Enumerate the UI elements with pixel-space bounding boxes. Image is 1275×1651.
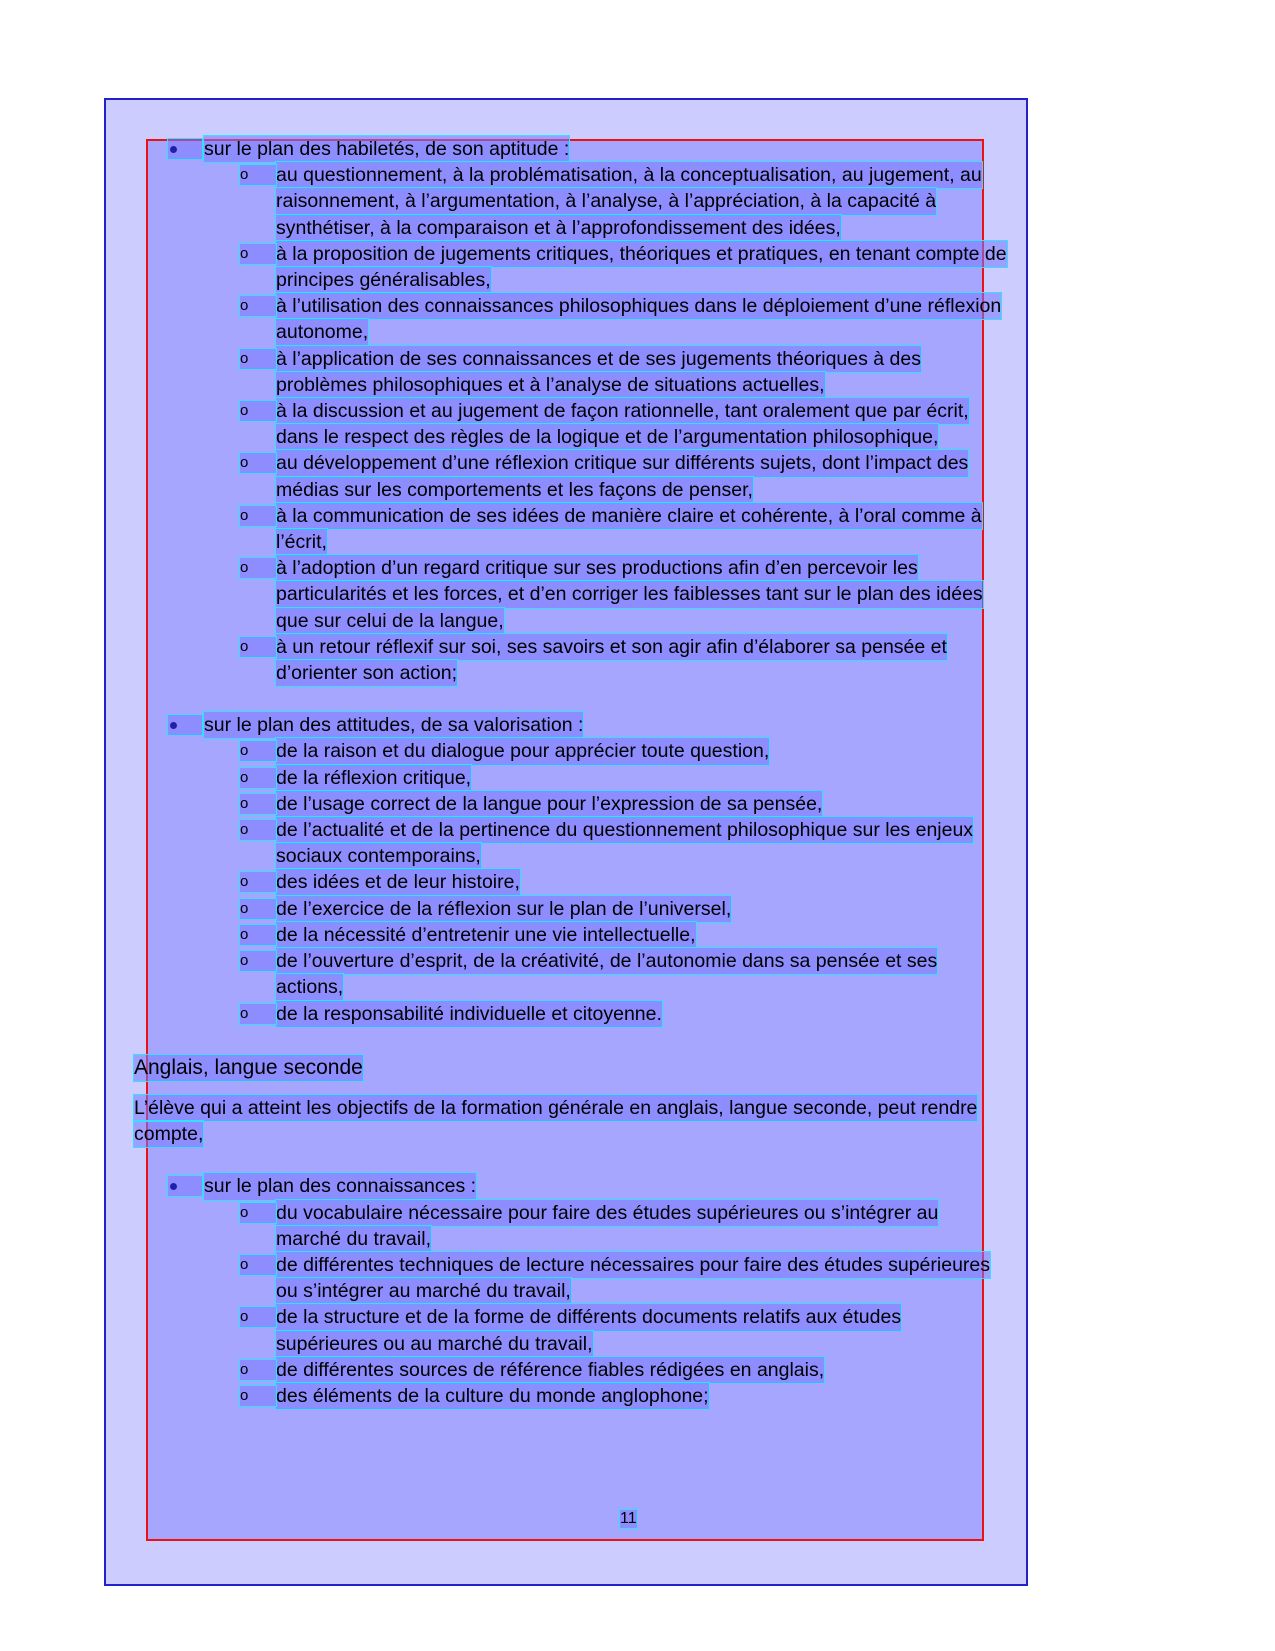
bullet-item-level2 — [134, 869, 1144, 895]
circle-bullet-icon: o — [240, 925, 276, 945]
circle-bullet-icon: o — [240, 558, 276, 578]
bullet-item-level2 — [134, 922, 1144, 948]
bullet-item-line: autonome, — [276, 319, 368, 345]
circle-bullet-icon: o — [240, 899, 276, 919]
bullet-title: sur le plan des connaissances : — [204, 1173, 476, 1199]
bullet-item-line: à l’utilisation des connaissances philosophiques dans le déploiement d’une réflexion — [276, 293, 1001, 319]
bullet-item-level2 — [134, 398, 1144, 450]
bullet-title: sur le plan des attitudes, de sa valorisation : — [204, 712, 583, 738]
bullet-item-line: supérieures ou au marché du travail, — [276, 1331, 593, 1357]
bullet-item-line: à la discussion et au jugement de façon rationnelle, tant oralement que par écrit, — [276, 398, 969, 424]
bullet-title: sur le plan des habiletés, de son aptitude : — [204, 136, 569, 162]
bullet-item-level2 — [134, 1304, 1144, 1356]
bullet-item-line: de l’ouverture d’esprit, de la créativité, de l’autonomie dans sa pensée et ses — [276, 948, 937, 974]
bullet-item-line: dans le respect des règles de la logique et de l’argumentation philosophique, — [276, 424, 938, 450]
bullet-item-level2 — [134, 1001, 1144, 1027]
bullet-item-line: ou s’intégrer au marché du travail, — [276, 1278, 571, 1304]
bullet-item-line: particularités et les forces, et d’en corriger les faiblesses tant sur le plan des idées — [276, 581, 983, 607]
bullet-item-level2 — [134, 1383, 1144, 1409]
circle-bullet-icon: o — [240, 741, 276, 761]
bullet-item-line: de l’usage correct de la langue pour l’expression de sa pensée, — [276, 791, 822, 817]
spacer — [134, 1147, 1144, 1173]
bullet-item-level2 — [134, 555, 1144, 634]
section-habiletes — [134, 136, 1144, 686]
bullet-item-level2 — [134, 817, 1144, 869]
circle-bullet-icon: o — [240, 1203, 276, 1223]
bullet-item-line: raisonnement, à l’argumentation, à l’analyse, à l’appréciation, à la capacité à — [276, 188, 936, 214]
bullet-item-line: de l’actualité et de la pertinence du questionnement philosophique sur les enjeux — [276, 817, 973, 843]
paragraph-line: compte, — [134, 1121, 203, 1147]
circle-bullet-icon: o — [240, 296, 276, 316]
circle-bullet-icon: o — [240, 872, 276, 892]
bullet-item-line: de différentes techniques de lecture nécessaires pour faire des études supérieures — [276, 1252, 990, 1278]
bullet-item-line: à la communication de ses idées de manière claire et cohérente, à l’oral comme à — [276, 503, 982, 529]
circle-bullet-icon: o — [240, 1360, 276, 1380]
bullet-item-line: d’orienter son action; — [276, 660, 457, 686]
bullet-item-level2 — [134, 1200, 1144, 1252]
bullet-dot-icon — [168, 715, 202, 735]
bullet-item-level2 — [134, 346, 1144, 398]
circle-bullet-icon: o — [240, 244, 276, 264]
bullet-item-level2 — [134, 162, 1144, 241]
bullet-item-line: à l’adoption d’un regard critique sur ses productions afin d’en percevoir les — [276, 555, 918, 581]
circle-bullet-icon: o — [240, 794, 276, 814]
bullet-dot-icon — [168, 139, 202, 159]
bullet-item-line: de l’exercice de la réflexion sur le plan de l’universel, — [276, 896, 731, 922]
bullet-item-level2 — [134, 948, 1144, 1000]
bullet-item-level2 — [134, 1357, 1144, 1383]
bullet-item-level2 — [134, 450, 1144, 502]
bullet-item-line: au développement d’une réflexion critique sur différents sujets, dont l’impact des — [276, 450, 968, 476]
bullet-item-level2 — [134, 293, 1144, 345]
bullet-item-level2 — [134, 503, 1144, 555]
bullet-item-line: au questionnement, à la problématisation, à la conceptualisation, au jugement, au — [276, 162, 982, 188]
bullet-item-line: médias sur les comportements et les façons de penser, — [276, 477, 753, 503]
circle-bullet-icon: o — [240, 1255, 276, 1275]
bullet-item-level2 — [134, 634, 1144, 686]
bullet-item-level2 — [134, 765, 1144, 791]
bullet-item-line: principes généralisables, — [276, 267, 491, 293]
circle-bullet-icon: o — [240, 453, 276, 473]
section-heading: Anglais, langue seconde — [134, 1055, 363, 1079]
bullet-item-line: l’écrit, — [276, 529, 327, 555]
bullet-item-level1 — [134, 1173, 1144, 1199]
bullet-item-line: de la nécessité d’entretenir une vie intellectuelle, — [276, 922, 696, 948]
circle-bullet-icon: o — [240, 820, 276, 840]
bullet-item-line: à un retour réflexif sur soi, ses savoirs et son agir afin d’élaborer sa pensée et — [276, 634, 947, 660]
circle-bullet-icon: o — [240, 1386, 276, 1406]
bullet-item-line: à la proposition de jugements critiques, théoriques et pratiques, en tenant compte de — [276, 241, 1007, 267]
bullet-item-level1 — [134, 712, 1144, 738]
document-content — [134, 136, 1144, 1409]
bullet-item-level2 — [134, 1252, 1144, 1304]
section-attitudes — [134, 712, 1144, 1026]
circle-bullet-icon: o — [240, 506, 276, 526]
bullet-item-line: à l’application de ses connaissances et de ses jugements théoriques à des — [276, 346, 921, 372]
bullet-item-line: des éléments de la culture du monde anglophone; — [276, 1383, 709, 1409]
bullet-item-line: de différentes sources de référence fiables rédigées en anglais, — [276, 1357, 824, 1383]
bullet-item-level2 — [134, 241, 1144, 293]
circle-bullet-icon: o — [240, 768, 276, 788]
bullet-item-level2 — [134, 791, 1144, 817]
bullet-item-line: de la responsabilité individuelle et citoyenne. — [276, 1001, 662, 1027]
spacer — [134, 686, 1144, 712]
bullet-item-line: de la réflexion critique, — [276, 765, 471, 791]
bullet-item-line: du vocabulaire nécessaire pour faire des études supérieures ou s’intégrer au — [276, 1200, 938, 1226]
bullet-dot-icon — [168, 1176, 202, 1196]
bullet-item-level2 — [134, 896, 1144, 922]
bullet-item-line: marché du travail, — [276, 1226, 431, 1252]
circle-bullet-icon: o — [240, 349, 276, 369]
intro-paragraph — [134, 1095, 1144, 1147]
circle-bullet-icon: o — [240, 165, 276, 185]
bullet-item-line: problèmes philosophiques et à l’analyse de situations actuelles, — [276, 372, 825, 398]
circle-bullet-icon: o — [240, 1307, 276, 1327]
circle-bullet-icon: o — [240, 951, 276, 971]
section-connaissances — [134, 1173, 1144, 1409]
circle-bullet-icon: o — [240, 401, 276, 421]
page-number: 11 — [620, 1510, 637, 1527]
bullet-item-level2 — [134, 738, 1144, 764]
bullet-item-line: synthétiser, à la comparaison et à l’approfondissement des idées, — [276, 215, 841, 241]
bullet-item-line: des idées et de leur histoire, — [276, 869, 520, 895]
bullet-item-line: sociaux contemporains, — [276, 843, 481, 869]
paragraph-line: L’élève qui a atteint les objectifs de la formation générale en anglais, langue seconde, peut rendre — [134, 1095, 977, 1121]
bullet-item-line: que sur celui de la langue, — [276, 608, 504, 634]
bullet-item-line: de la structure et de la forme de différents documents relatifs aux études — [276, 1304, 901, 1330]
circle-bullet-icon: o — [240, 637, 276, 657]
circle-bullet-icon: o — [240, 1004, 276, 1024]
bullet-item-line: actions, — [276, 974, 343, 1000]
bullet-item-level1 — [134, 136, 1144, 162]
bullet-item-line: de la raison et du dialogue pour apprécier toute question, — [276, 738, 769, 764]
